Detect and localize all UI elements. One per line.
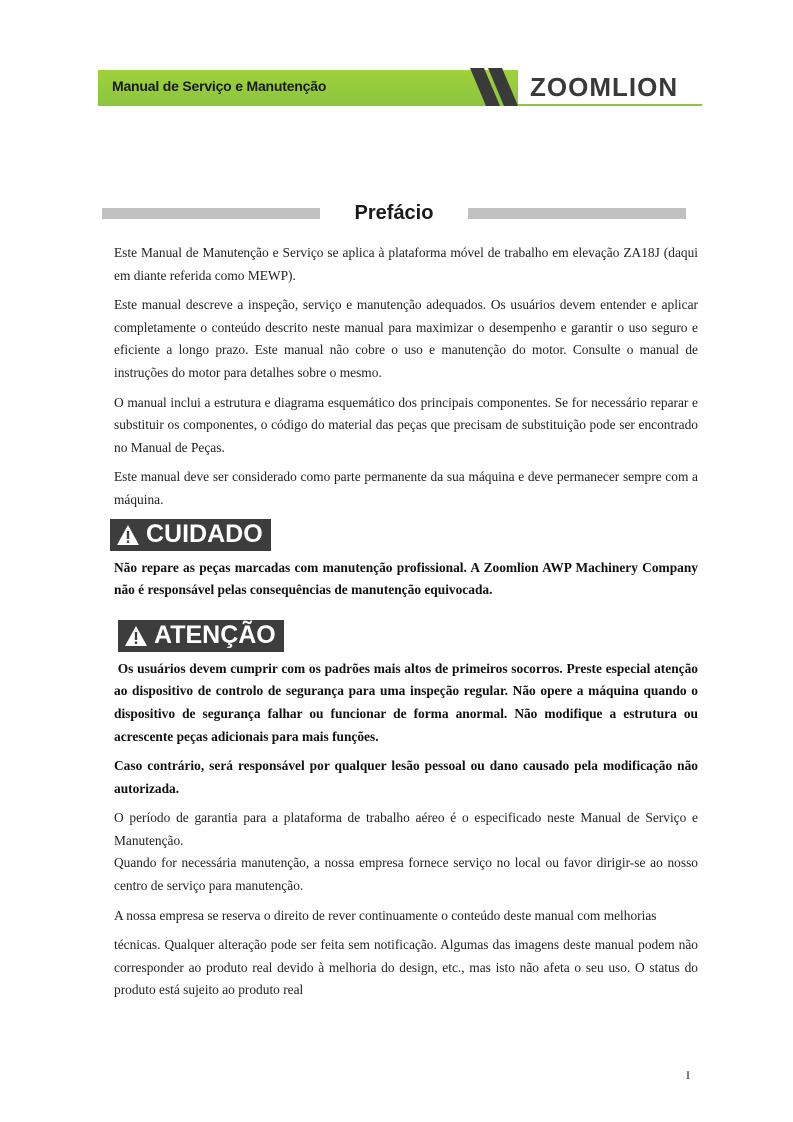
attention-label: ATENÇÃO (154, 621, 276, 650)
intro-paragraph: Este manual deve ser considerado como parte permanente da sua máquina e deve permanecer sempre com a máquina. (114, 469, 698, 507)
logo-slash-icon (468, 68, 528, 108)
attention-banner (118, 620, 284, 652)
document-body (114, 242, 702, 1009)
reserve-paragraph: A nossa empresa se reserva o direito de rever continuamente o conteúdo deste manual com melhorias (114, 907, 657, 923)
section-title-row (102, 200, 686, 228)
page-header (98, 70, 702, 106)
zoomlion-logo: ZOOMLION (530, 72, 679, 102)
title-rule-right (468, 208, 686, 219)
page-title: Prefácio (354, 202, 434, 224)
technical-paragraph: técnicas. Qualquer alteração pode ser feita sem notificação. Algumas das imagens deste manual podem não corresponder ao produto real devido à melhoria do design, etc., mas isto não afeta o seu uso. O status do produto está sujeito ao produto real (114, 937, 698, 998)
attention-text: Caso contrário, será responsável por qualquer lesão pessoal ou dano causado pela modificação não autorizada. (114, 758, 698, 796)
service-paragraph: Quando for necessária manutenção, a nossa empresa fornece serviço no local ou favor dirigir-se ao nosso centro de serviço para manutenção. (114, 855, 698, 894)
warning-triangle-icon (116, 524, 140, 546)
caution-banner-wrap (110, 519, 698, 551)
caution-text: Não repare as peças marcadas com manutenção profissional. A Zoomlion AWP Machinery Company não é responsável pelas consequências de manutenção equivocada. (114, 559, 698, 598)
header-title: Manual de Serviço e Manutenção (112, 78, 327, 94)
intro-paragraph: Este Manual de Manutenção e Serviço se aplica à plataforma móvel de trabalho em elevação ZA18J (daqui em diante referida como MEWP). (114, 245, 698, 283)
warranty-paragraph: O período de garantia para a plataforma de trabalho aéreo é o especificado neste Manual de Serviço e Manutenção. (114, 810, 698, 848)
header-rule (98, 104, 702, 106)
page-number: I (686, 1068, 690, 1082)
title-rule-left (102, 208, 320, 219)
warning-triangle-icon (124, 625, 148, 647)
caution-banner (110, 519, 271, 551)
intro-paragraph: O manual inclui a estrutura e diagrama esquemático dos principais componentes. Se for necessário reparar e substituir os componentes, o código do material das peças que precisam de substituição pode ser encontrado no Manual de Peças. (114, 394, 698, 455)
attention-text: Os usuários devem cumprir com os padrões mais altos de primeiros socorros. Preste especial atenção ao dispositivo de controlo de segurança para uma inspeção regular. Não opere a máquina quando o dispositivo de segurança falhar ou funcionar de forma anormal. Não modifique a estrutura ou acrescente peças adicionais para mais funções. (114, 660, 702, 744)
attention-banner-wrap (118, 620, 698, 652)
intro-paragraph: Este manual descreve a inspeção, serviço e manutenção adequados. Os usuários devem entender e aplicar completamente o conteúdo descrito neste manual para maximizar o desempenho e garantir o uso seguro e eficiente a longo prazo. Este manual não cobre o uso e manutenção do motor. Consulte o manual de instruções do motor para detalhes sobre o mesmo. (114, 297, 698, 380)
caution-label: CUIDADO (146, 520, 263, 549)
